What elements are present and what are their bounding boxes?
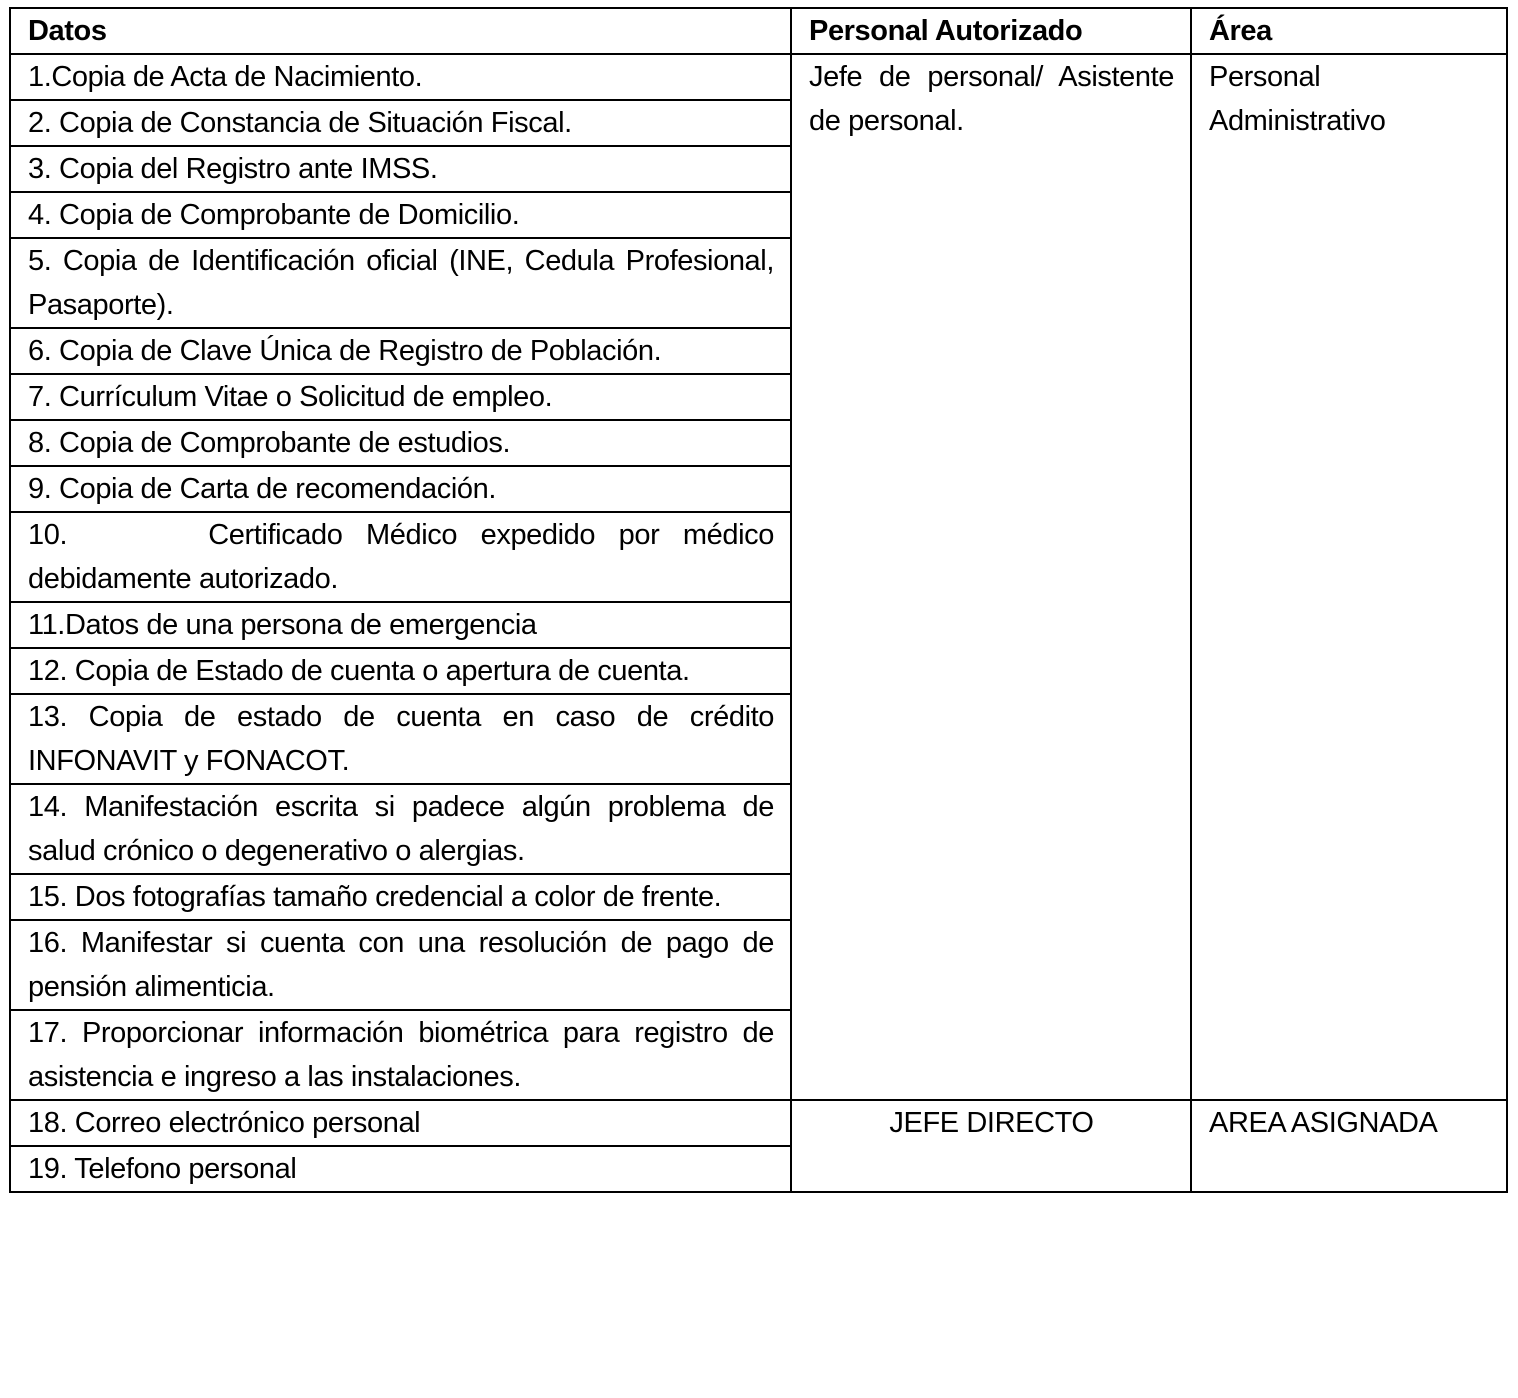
- dato-cell: 8. Copia de Comprobante de estudios.: [10, 420, 791, 466]
- dato-cell: 5. Copia de Identificación oficial (INE, Cedula Profesional, Pasaporte).: [10, 238, 791, 328]
- dato-cell: 12. Copia de Estado de cuenta o apertura de cuenta.: [10, 648, 791, 694]
- header-personal-autorizado: Personal Autorizado: [791, 8, 1191, 54]
- dato-cell: 18. Correo electrónico personal: [10, 1100, 791, 1146]
- dato-cell: 16. Manifestar si cuenta con una resolución de pago de pensión alimenticia.: [10, 920, 791, 1010]
- dato-cell: 19. Telefono personal: [10, 1146, 791, 1192]
- header-area: Área: [1191, 8, 1507, 54]
- dato-cell: 6. Copia de Clave Única de Registro de Población.: [10, 328, 791, 374]
- table-row: [10, 1100, 1507, 1146]
- table-row: [10, 54, 1507, 100]
- dato-cell: 4. Copia de Comprobante de Domicilio.: [10, 192, 791, 238]
- dato-cell: 1.Copia de Acta de Nacimiento.: [10, 54, 791, 100]
- area-asignada-cell: AREA ASIGNADA: [1191, 1100, 1507, 1192]
- dato-cell: 3. Copia del Registro ante IMSS.: [10, 146, 791, 192]
- authorized-data-table: [9, 7, 1508, 1193]
- area-cell: [1191, 54, 1507, 1100]
- personal-autorizado-cell: Jefe de personal/ Asistente de personal.: [791, 54, 1191, 1100]
- dato-cell: 15. Dos fotografías tamaño credencial a color de frente.: [10, 874, 791, 920]
- dato-cell: 7. Currículum Vitae o Solicitud de empleo.: [10, 374, 791, 420]
- dato-cell: 11.Datos de una persona de emergencia: [10, 602, 791, 648]
- dato-cell: 9. Copia de Carta de recomendación.: [10, 466, 791, 512]
- table-header-row: [10, 8, 1507, 54]
- header-datos: Datos: [10, 8, 791, 54]
- dato-cell: 2. Copia de Constancia de Situación Fiscal.: [10, 100, 791, 146]
- dato-cell: 10. Certificado Médico expedido por médico debidamente autorizado.: [10, 512, 791, 602]
- area-line-1: Personal: [1209, 61, 1321, 93]
- dato-cell: 13. Copia de estado de cuenta en caso de crédito INFONAVIT y FONACOT.: [10, 694, 791, 784]
- dato-cell: 14. Manifestación escrita si padece algún problema de salud crónico o degenerativo o alergias.: [10, 784, 791, 874]
- area-line-2: Administrativo: [1209, 105, 1386, 137]
- jefe-directo-cell: JEFE DIRECTO: [791, 1100, 1191, 1192]
- dato-cell: 17. Proporcionar información biométrica para registro de asistencia e ingreso a las instalaciones.: [10, 1010, 791, 1100]
